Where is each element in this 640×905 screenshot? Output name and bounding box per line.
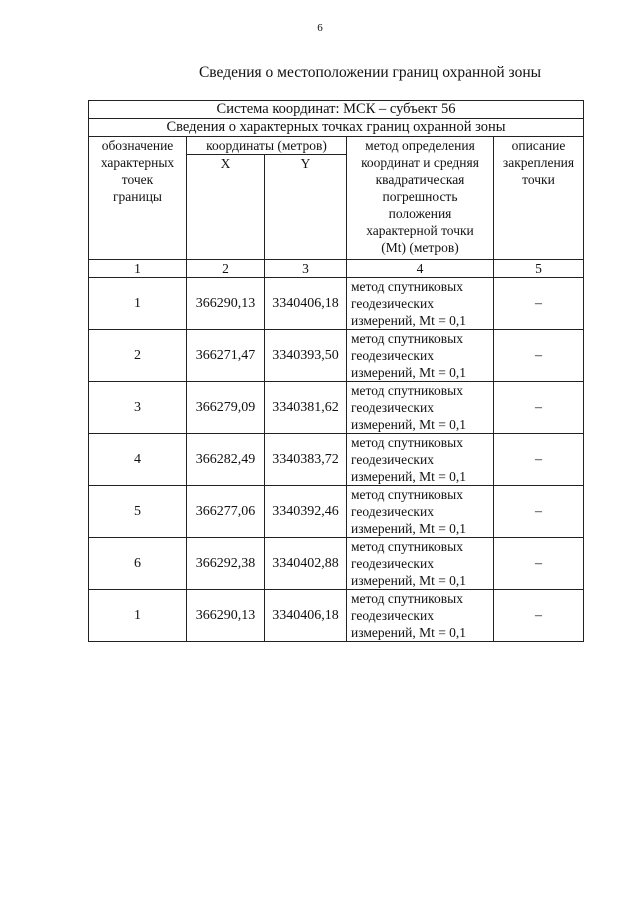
point-number: 2 xyxy=(89,330,187,382)
header-method-line: погрешность xyxy=(382,189,458,204)
description-cell: – xyxy=(494,278,584,330)
header-method-line: координат и средняя xyxy=(361,155,479,170)
coordinate-system-title: Система координат: МСК – субъект 56 xyxy=(89,101,584,119)
header-method-line: (Mt) (метров) xyxy=(381,240,459,255)
header-y: Y xyxy=(265,155,347,260)
coordinate-x: 366279,09 xyxy=(187,382,265,434)
coordinate-x: 366290,13 xyxy=(187,590,265,642)
method-line: геодезических xyxy=(351,504,434,519)
header-row xyxy=(89,137,584,155)
table-row xyxy=(89,382,584,434)
description-cell: – xyxy=(494,590,584,642)
method-line: измерений, Mt = 0,1 xyxy=(351,625,467,640)
header-point-line: обозначение xyxy=(101,138,174,153)
method-line: измерений, Mt = 0,1 xyxy=(351,573,467,588)
coordinate-y: 3340381,62 xyxy=(265,382,347,434)
method-cell xyxy=(347,434,494,486)
header-method xyxy=(347,137,494,260)
method-line: геодезических xyxy=(351,400,434,415)
header-description xyxy=(494,137,584,260)
header-point-designation xyxy=(89,137,187,260)
coordinate-x: 366282,49 xyxy=(187,434,265,486)
header-description-line: точки xyxy=(522,172,555,187)
method-line: геодезических xyxy=(351,348,434,363)
header-method-line: положения xyxy=(388,206,452,221)
method-line: геодезических xyxy=(351,296,434,311)
header-method-line: метод определения xyxy=(365,138,475,153)
header-method-line: характерной точки xyxy=(366,223,474,238)
table-row xyxy=(89,590,584,642)
coordinate-y: 3340383,72 xyxy=(265,434,347,486)
info-title: Сведения о характерных точках границ охранной зоны xyxy=(89,119,584,137)
header-point-line: характерных xyxy=(100,155,175,170)
coordinate-y: 3340406,18 xyxy=(265,278,347,330)
column-number: 2 xyxy=(187,260,265,278)
point-number: 6 xyxy=(89,538,187,590)
method-line: измерений, Mt = 0,1 xyxy=(351,469,467,484)
coordinate-x: 366271,47 xyxy=(187,330,265,382)
method-line: измерений, Mt = 0,1 xyxy=(351,313,467,328)
point-number: 1 xyxy=(89,278,187,330)
header-description-line: закрепления xyxy=(502,155,575,170)
coordinate-y: 3340402,88 xyxy=(265,538,347,590)
method-line: метод спутниковых xyxy=(351,539,463,554)
method-cell xyxy=(347,330,494,382)
page-number: 6 xyxy=(317,22,323,34)
point-number: 4 xyxy=(89,434,187,486)
coordinate-x: 366277,06 xyxy=(187,486,265,538)
method-line: геодезических xyxy=(351,556,434,571)
header-coordinates: координаты (метров) xyxy=(187,137,347,155)
method-line: геодезических xyxy=(351,452,434,467)
description-cell: – xyxy=(494,330,584,382)
table-row xyxy=(89,486,584,538)
point-number: 1 xyxy=(89,590,187,642)
coordinate-y: 3340393,50 xyxy=(265,330,347,382)
table-row xyxy=(89,538,584,590)
coordinate-y: 3340406,18 xyxy=(265,590,347,642)
method-line: геодезических xyxy=(351,608,434,623)
method-line: метод спутниковых xyxy=(351,591,463,606)
column-numbers-row xyxy=(89,260,584,278)
column-number: 4 xyxy=(347,260,494,278)
method-line: метод спутниковых xyxy=(351,279,463,294)
description-cell: – xyxy=(494,434,584,486)
method-cell xyxy=(347,590,494,642)
header-method-line: квадратическая xyxy=(375,172,465,187)
coordinates-table xyxy=(88,100,584,642)
column-number: 3 xyxy=(265,260,347,278)
info-title-row xyxy=(89,119,584,137)
point-number: 5 xyxy=(89,486,187,538)
header-description-line: описание xyxy=(511,138,566,153)
coordinate-x: 366290,13 xyxy=(187,278,265,330)
method-line: измерений, Mt = 0,1 xyxy=(351,417,467,432)
table-row xyxy=(89,278,584,330)
header-point-line: границы xyxy=(112,189,163,204)
method-line: метод спутниковых xyxy=(351,487,463,502)
coordinate-x: 366292,38 xyxy=(187,538,265,590)
description-cell: – xyxy=(494,486,584,538)
column-number: 5 xyxy=(494,260,584,278)
method-line: метод спутниковых xyxy=(351,331,463,346)
table-row xyxy=(89,330,584,382)
table-row xyxy=(89,434,584,486)
description-cell: – xyxy=(494,382,584,434)
coordinate-system-row xyxy=(89,101,584,119)
coordinate-y: 3340392,46 xyxy=(265,486,347,538)
description-cell: – xyxy=(494,538,584,590)
method-line: метод спутниковых xyxy=(351,435,463,450)
method-cell xyxy=(347,486,494,538)
method-cell xyxy=(347,538,494,590)
column-number: 1 xyxy=(89,260,187,278)
method-line: измерений, Mt = 0,1 xyxy=(351,521,467,536)
header-x: X xyxy=(187,155,265,260)
method-line: метод спутниковых xyxy=(351,383,463,398)
header-point-line: точек xyxy=(121,172,154,187)
point-number: 3 xyxy=(89,382,187,434)
method-cell xyxy=(347,382,494,434)
method-line: измерений, Mt = 0,1 xyxy=(351,365,467,380)
method-cell xyxy=(347,278,494,330)
document-title: Сведения о местоположении границ охранной зоны xyxy=(198,64,542,81)
